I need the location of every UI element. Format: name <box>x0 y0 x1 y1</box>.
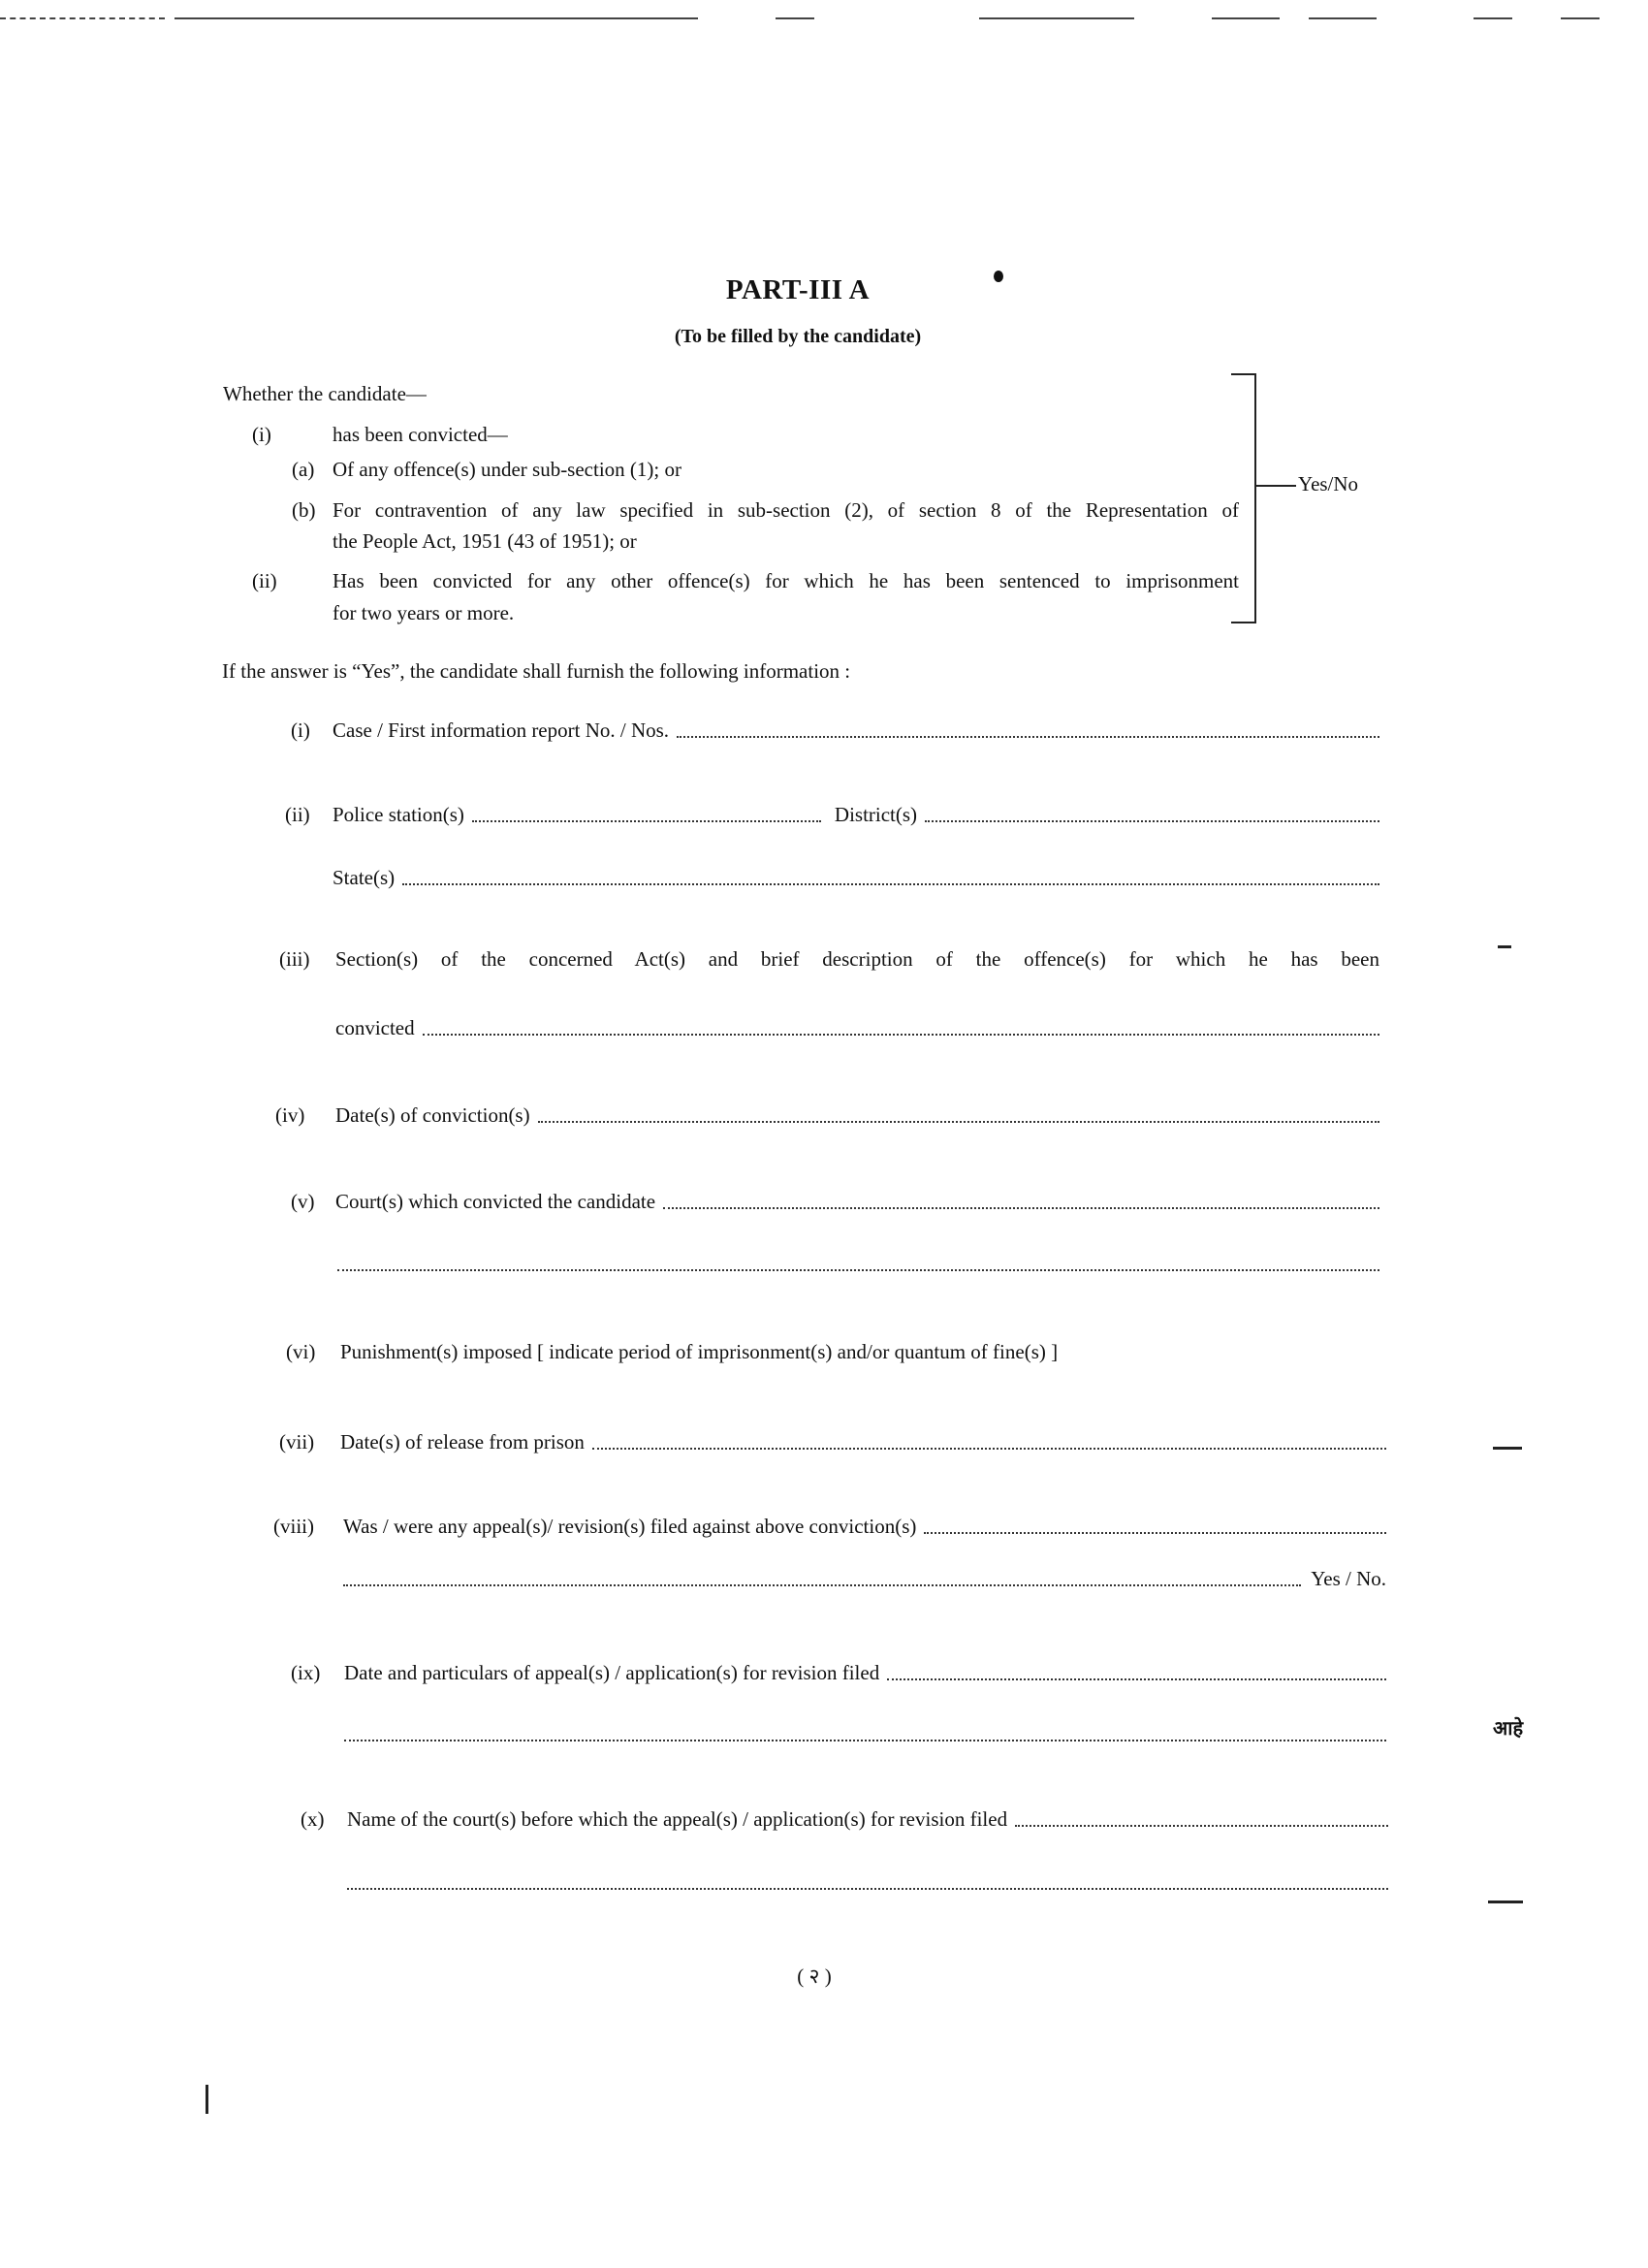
field-number: (x) <box>301 1807 325 1831</box>
field-label: Case / First information report No. / Nos. <box>333 719 670 742</box>
field-appeal-court[interactable] <box>301 1807 1388 1832</box>
field-appeal-filed[interactable] <box>273 1515 1386 1539</box>
field-sections <box>279 947 1379 972</box>
item-text: Has been convicted for any other offence(s) for which he has been sentenced to imprisonment <box>333 569 1239 592</box>
info-intro: If the answer is “Yes”, the candidate shall furnish the following information : <box>222 659 851 683</box>
district-input[interactable] <box>925 819 1379 822</box>
page-subtitle: (To be filled by the candidate) <box>674 326 922 347</box>
field-police-district[interactable] <box>285 803 1379 827</box>
sections-input[interactable] <box>423 1033 1379 1036</box>
conviction-date-input[interactable] <box>538 1120 1379 1123</box>
item-number: (b) <box>292 498 316 522</box>
margin-mark <box>1488 1901 1523 1903</box>
field-appeal-particulars[interactable] <box>291 1661 1386 1685</box>
field-label: convicted <box>335 1016 415 1039</box>
field-label: Date and particulars of appeal(s) / application(s) for revision filed <box>344 1661 880 1684</box>
margin-mark <box>1498 945 1511 948</box>
margin-mark <box>206 2085 208 2114</box>
field-court[interactable] <box>291 1190 1379 1214</box>
scan-artifact <box>1309 17 1377 19</box>
scan-artifact <box>174 17 698 19</box>
scan-artifact <box>1561 17 1600 19</box>
page-title: PART-III A <box>725 274 871 305</box>
answer-bracket-tick <box>1255 485 1296 487</box>
field-number: (ii) <box>285 803 310 826</box>
field-appeal-filed-continued[interactable] <box>343 1567 1386 1591</box>
appeal-particulars-input[interactable] <box>887 1677 1386 1680</box>
court-input-continued[interactable] <box>337 1268 1379 1271</box>
field-number: (iv) <box>275 1103 305 1127</box>
scan-artifact <box>776 17 814 19</box>
field-number: (iii) <box>279 947 310 971</box>
item-number: (ii) <box>252 569 277 592</box>
field-number: (ix) <box>291 1661 321 1684</box>
field-release-date[interactable] <box>279 1430 1386 1454</box>
release-date-input[interactable] <box>592 1447 1386 1450</box>
field-label: Date(s) of conviction(s) <box>335 1103 530 1127</box>
field-label: Police station(s) <box>333 803 464 826</box>
appeal-particulars-input-continued[interactable] <box>344 1739 1386 1741</box>
field-convicted[interactable] <box>335 1016 1379 1040</box>
appeal-court-input[interactable] <box>1015 1824 1388 1827</box>
police-station-input[interactable] <box>472 819 821 822</box>
field-number: (vi) <box>286 1340 316 1363</box>
margin-note: आहे <box>1493 1716 1524 1740</box>
field-label: Section(s) of the concerned Act(s) and brief description of the offence(s) for which he has been <box>335 947 1379 971</box>
item-number: (i) <box>252 423 271 446</box>
answer-bracket <box>1231 373 1256 623</box>
item-text-continued: the People Act, 1951 (43 of 1951); or <box>333 529 637 553</box>
field-label: Name of the court(s) before which the appeal(s) / application(s) for revision filed <box>347 1807 1008 1831</box>
field-label: Was / were any appeal(s)/ revision(s) filed against above conviction(s) <box>343 1515 917 1538</box>
field-state[interactable] <box>333 866 1379 890</box>
case-fir-input[interactable] <box>677 735 1379 738</box>
item-text: For contravention of any law specified in sub-section (2), of section 8 of the Representation of <box>333 498 1239 522</box>
margin-mark <box>1493 1447 1522 1450</box>
appeal-filed-input-continued[interactable] <box>343 1583 1301 1586</box>
question-intro: Whether the candidate— <box>223 382 427 405</box>
item-text-continued: for two years or more. <box>333 601 515 624</box>
page-number: ( २ ) <box>797 1965 832 1988</box>
field-label: State(s) <box>333 866 396 889</box>
field-label: Date(s) of release from prison <box>340 1430 585 1453</box>
field-number: (v) <box>291 1190 315 1213</box>
field-number: (i) <box>291 719 310 742</box>
appeal-court-input-continued[interactable] <box>347 1887 1388 1890</box>
field-conviction-date[interactable] <box>275 1103 1379 1128</box>
state-input[interactable] <box>402 882 1379 885</box>
item-number: (a) <box>292 458 315 481</box>
appeal-filed-input[interactable] <box>924 1531 1386 1534</box>
item-text: has been convicted— <box>333 423 508 446</box>
field-number: (viii) <box>273 1515 314 1538</box>
field-label: District(s) <box>834 803 918 826</box>
field-label: Court(s) which convicted the candidate <box>335 1190 656 1213</box>
item-text: Of any offence(s) under sub-section (1); or <box>333 458 681 481</box>
yes-no-suffix[interactable]: Yes / No. <box>1311 1567 1386 1590</box>
court-input[interactable] <box>663 1206 1379 1209</box>
scan-artifact <box>1474 17 1512 19</box>
field-case-fir[interactable] <box>291 719 1379 743</box>
yes-no-answer[interactable]: Yes/No <box>1298 472 1359 495</box>
ink-blot <box>994 271 1003 282</box>
field-label: Punishment(s) imposed [ indicate period of imprisonment(s) and/or quantum of fine(s) ] <box>340 1340 1059 1363</box>
field-punishment <box>286 1340 1058 1364</box>
scan-artifact <box>0 17 165 19</box>
scan-artifact <box>1212 17 1280 19</box>
scan-artifact <box>979 17 1134 19</box>
field-number: (vii) <box>279 1430 315 1453</box>
